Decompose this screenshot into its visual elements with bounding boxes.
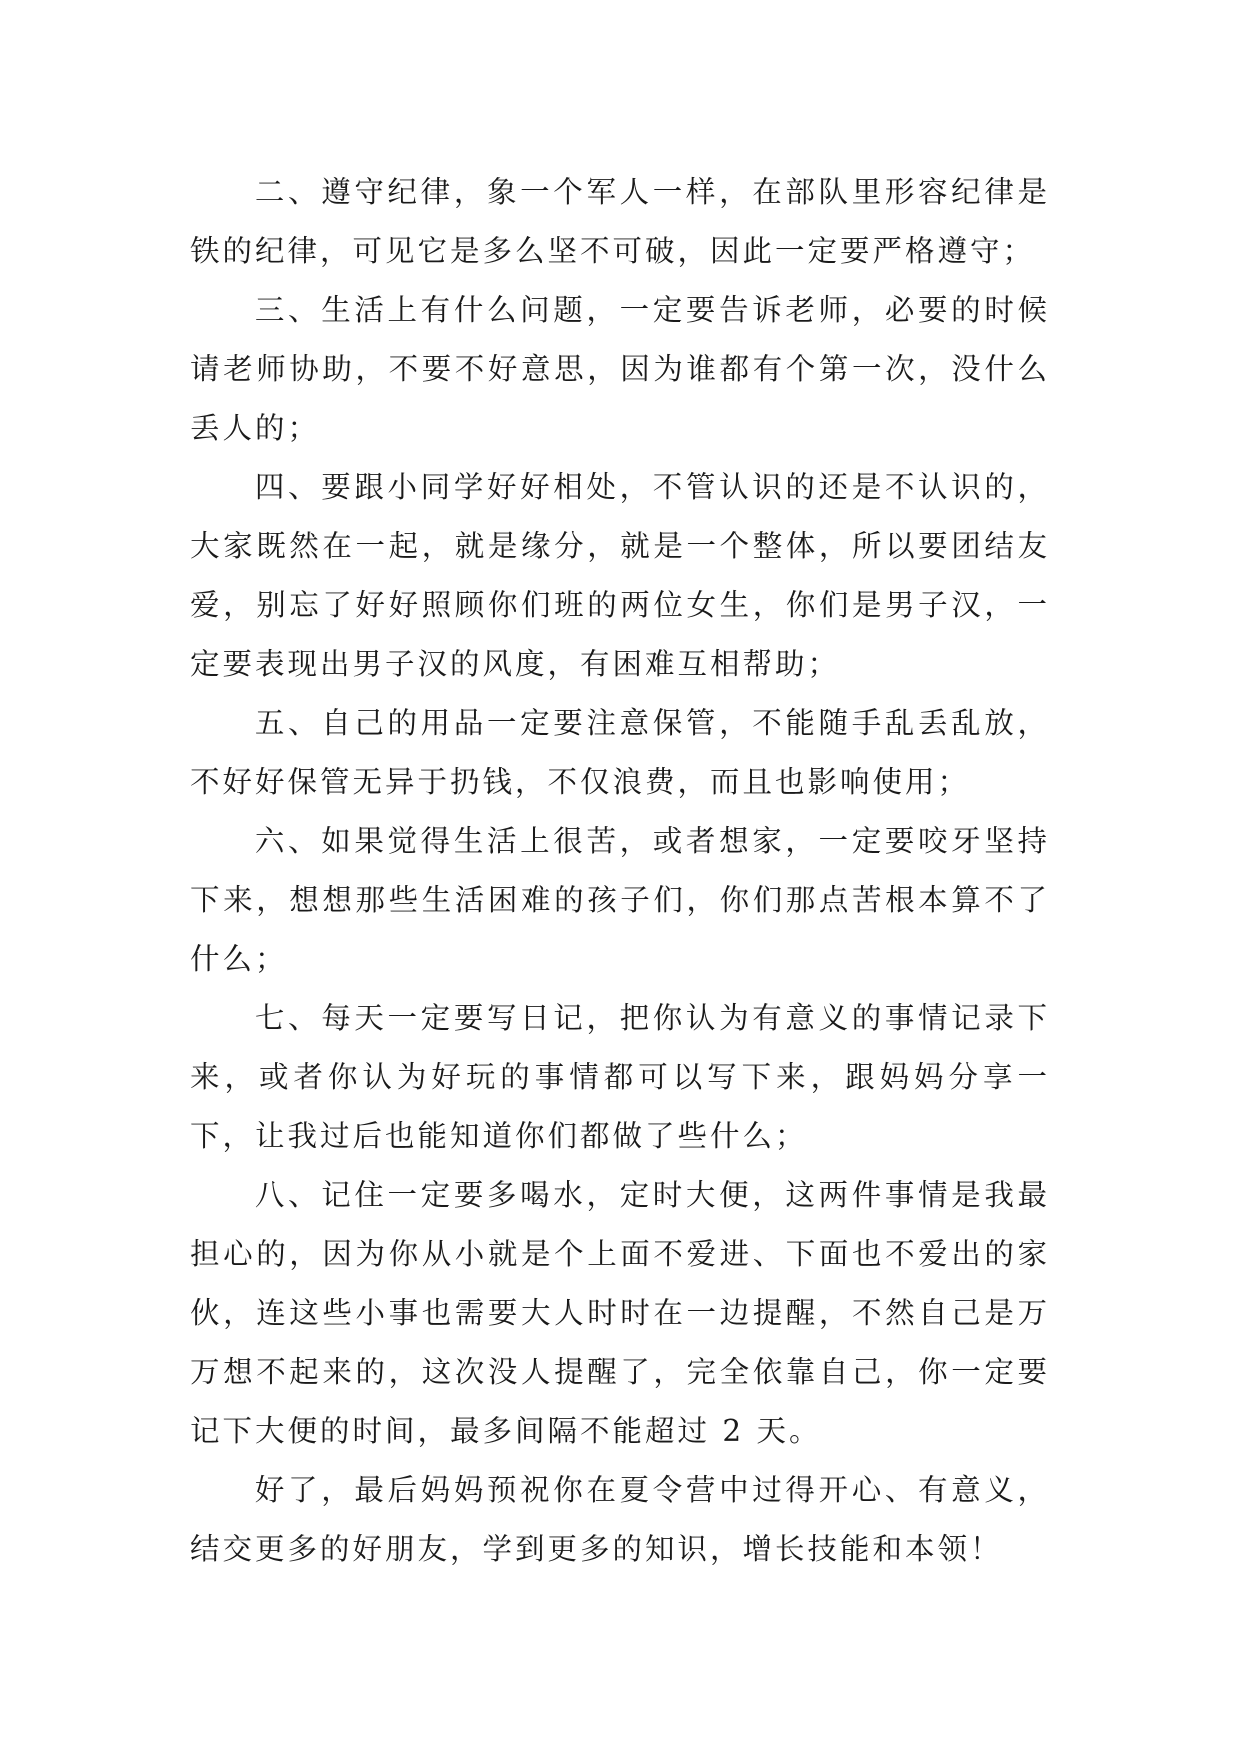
paragraph-rule-3: 三、生活上有什么问题，一定要告诉老师，必要的时候请老师协助，不要不好意思，因为谁都有个第一次，没什么丢人的；	[190, 293, 1050, 445]
paragraph-rule-5: 五、自己的用品一定要注意保管，不能随手乱丢乱放，不好好保管无异于扔钱，不仅浪费，而且也影响使用；	[190, 706, 1050, 799]
paragraph-rule-2: 二、遵守纪律，象一个军人一样，在部队里形容纪律是铁的纪律，可见它是多么坚不可破，因此一定要严格遵守；	[190, 175, 1050, 268]
paragraph-closing: 好了，最后妈妈预祝你在夏令营中过得开心、有意义，结交更多的好朋友，学到更多的知识，增长技能和本领！	[190, 1473, 1050, 1566]
paragraph-rule-4: 四、要跟小同学好好相处，不管认识的还是不认识的，大家既然在一起，就是缘分，就是一个整体，所以要团结友爱，别忘了好好照顾你们班的两位女生，你们是男子汉，一定要表现出男子汉的风度，有困难互相帮助；	[190, 470, 1050, 681]
document-body	[190, 163, 1050, 1579]
paragraph-rule-6: 六、如果觉得生活上很苦，或者想家，一定要咬牙坚持下来，想想那些生活困难的孩子们，你们那点苦根本算不了什么；	[190, 824, 1050, 976]
paragraph-rule-8: 八、记住一定要多喝水，定时大便，这两件事情是我最担心的，因为你从小就是个上面不爱进、下面也不爱出的家伙，连这些小事也需要大人时时在一边提醒，不然自己是万万想不起来的，这次没人提醒了，完全依靠自己，你一定要记下大便的时间，最多间隔不能超过 2 天。	[190, 1178, 1050, 1448]
paragraph-rule-7: 七、每天一定要写日记，把你认为有意义的事情记录下来，或者你认为好玩的事情都可以写下来，跟妈妈分享一下，让我过后也能知道你们都做了些什么；	[190, 1001, 1050, 1153]
